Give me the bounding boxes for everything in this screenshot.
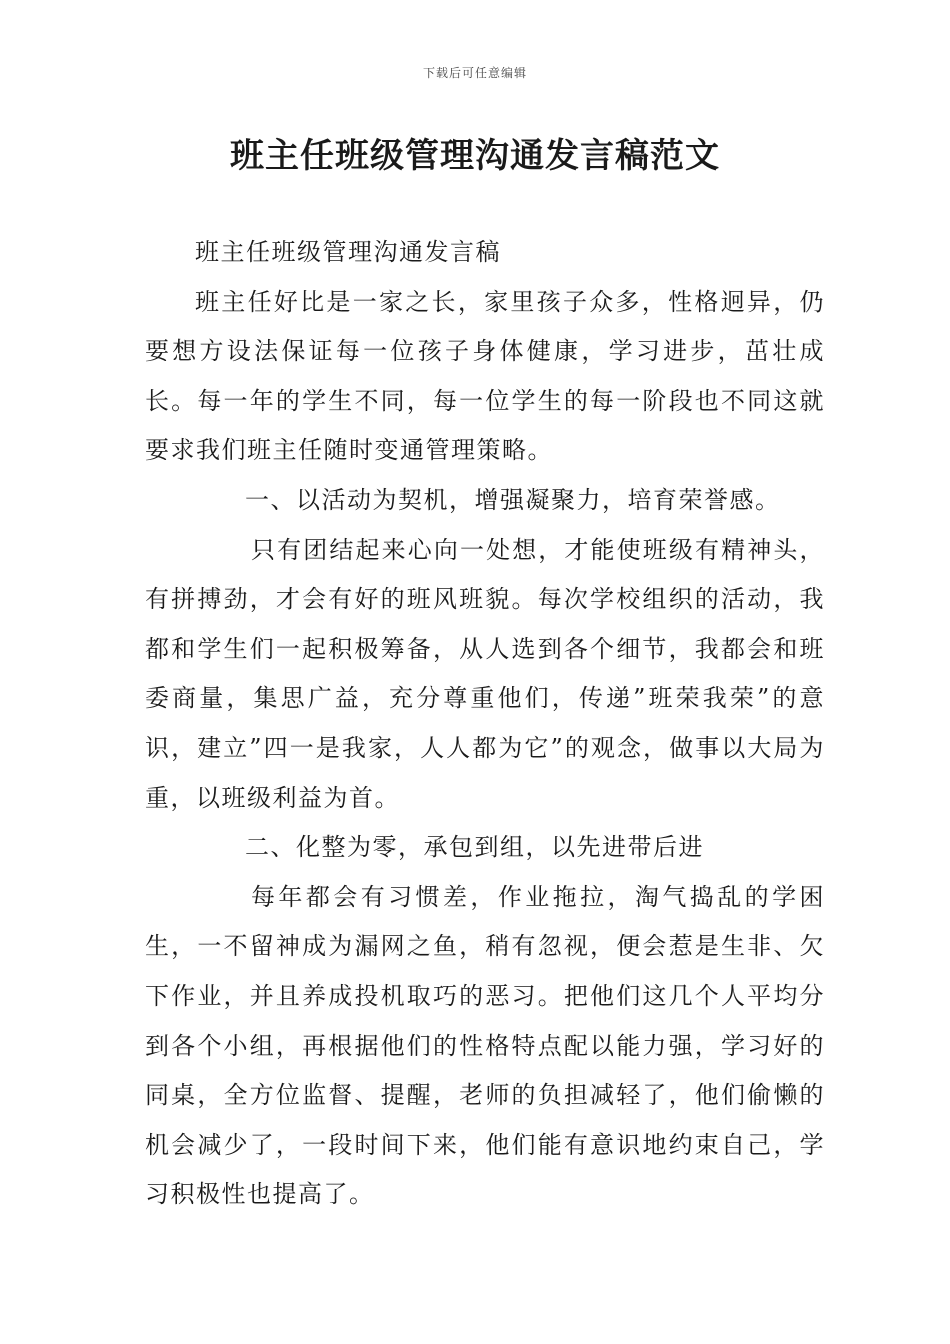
subtitle-paragraph: 班主任班级管理沟通发言稿 xyxy=(195,238,501,266)
section-heading-2: 二、化整为零，承包到组，以先进带后进 xyxy=(245,833,704,862)
header-note: 下载后可任意编辑 xyxy=(422,66,527,80)
document-body xyxy=(145,228,825,1220)
section-2-paragraph: 每年都会有习惯差，作业拖拉，淘气捣乱的学困生，一不留神成为漏网之鱼，稍有忽视，便会惹是生非、欠下作业，并且养成投机取巧的恶习。把他们这几个人平均分到各个小组，再根据他们的性格特点配以能力强，学习好的同桌，全方位监督、提醒，老师的负担减轻了，他们偷懒的机会减少了，一段时间下来，他们能有意识地约束自己，学习积极性也提高了。 xyxy=(145,882,825,1209)
page-title: 班主任班级管理沟通发言稿范文 xyxy=(230,136,720,176)
intro-paragraph: 班主任好比是一家之长，家里孩子众多，性格迥异，仍要想方设法保证每一位孩子身体健康，学习进步，茁壮成长。每一年的学生不同，每一位学生的每一阶段也不同这就要求我们班主任随时变通管理策略。 xyxy=(145,287,825,465)
section-heading-1: 一、以活动为契机，增强凝聚力，培育荣誉感。 xyxy=(245,485,781,514)
section-1-paragraph: 只有团结起来心向一处想，才能使班级有精神头，有拼搏劲，才会有好的班风班貌。每次学校组织的活动，我都和学生们一起积极筹备，从人选到各个细节，我都会和班委商量，集思广益，充分尊重他们，传递”班荣我荣”的意识，建立”四一是我家，人人都为它”的观念，做事以大局为重，以班级利益为首。 xyxy=(145,535,825,812)
